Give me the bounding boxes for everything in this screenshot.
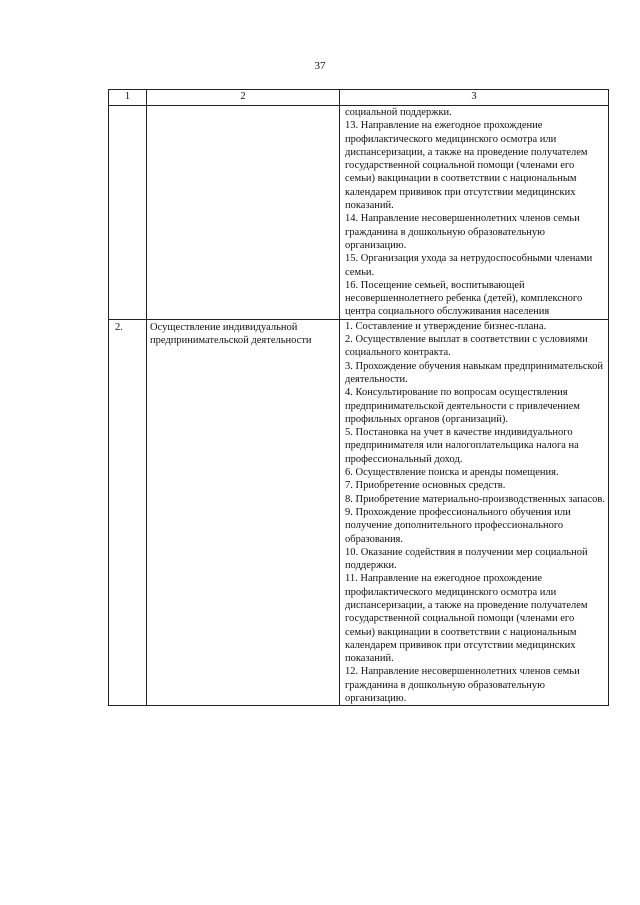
page-number: 37 xyxy=(314,60,326,72)
list-item: 9. Прохождение профессионального обучения или получение дополнительного профессионального образования. xyxy=(345,506,571,545)
list-item: 15. Организация ухода за нетрудоспособными членами семьи. xyxy=(345,253,593,278)
list-item: 1. Составление и утверждение бизнес-плана. xyxy=(345,320,547,332)
list-item: социальной поддержки. xyxy=(345,107,452,118)
row-number: 2. xyxy=(109,319,147,706)
list-item: 5. Постановка на учет в качестве индивидуального предпринимателя или налогоплательщика налога на профессиональный доход. xyxy=(345,427,579,465)
column-header-1: 1 xyxy=(109,90,147,106)
activity-cell xyxy=(147,106,340,320)
table-row xyxy=(109,319,609,706)
table-header-row xyxy=(109,90,609,106)
column-header-3: 3 xyxy=(340,90,609,106)
row-number xyxy=(109,106,147,320)
list-item: 10. Оказание содействия в получении мер социальной поддержки. xyxy=(345,546,588,572)
list-item: 13. Направление на ежегодное прохождение профилактического медицинского осмотра или диспансеризации, а также на проведение получателем государственной социальной помощи (членами его семьи) вакцинации в соответствии с национальным календарем прививок при отсутствии медицинских показаний. xyxy=(345,120,588,212)
list-item: 6. Осуществление поиска и аренды помещения. xyxy=(345,467,559,479)
column-header-2: 2 xyxy=(147,90,340,106)
list-item: 7. Приобретение основных средств. xyxy=(345,480,506,492)
list-item: 12. Направление несовершеннолетних членов семьи гражданина в дошкольную образовательную организацию. xyxy=(345,666,580,705)
list-item: 16. Посещение семьей, воспитывающей несовершеннолетнего ребенка (детей), комплексного центра социального обслуживания населения xyxy=(345,279,583,318)
activity-cell: Осуществление индивидуальной предпринимательской деятельности xyxy=(147,319,340,706)
list-item: 8. Приобретение материально-производственных запасов. xyxy=(345,493,605,505)
list-item: 4. Консультирование по вопросам осуществления предпринимательской деятельности с привлечением профильных органов (организаций). xyxy=(345,387,580,425)
list-item: 11. Направление на ежегодное прохождение профилактического медицинского осмотра или диспансеризации, а также на проведение получателем государственной социальной помощи (членами его семьи) вакцинации в соответствии с национальным календарем прививок при отсутствии медицинских показаний. xyxy=(345,573,588,665)
list-item: 3. Прохождение обучения навыкам предпринимательской деятельности. xyxy=(345,360,603,385)
measures-list-cell xyxy=(340,319,609,706)
table-row xyxy=(109,106,609,320)
list-item: 2. Осуществление выплат в соответствии с условиями социального контракта. xyxy=(345,334,588,359)
measures-table xyxy=(108,89,609,706)
measures-list-cell xyxy=(340,106,609,320)
list-item: 14. Направление несовершеннолетних членов семьи гражданина в дошкольную образовательную организацию. xyxy=(345,213,580,251)
